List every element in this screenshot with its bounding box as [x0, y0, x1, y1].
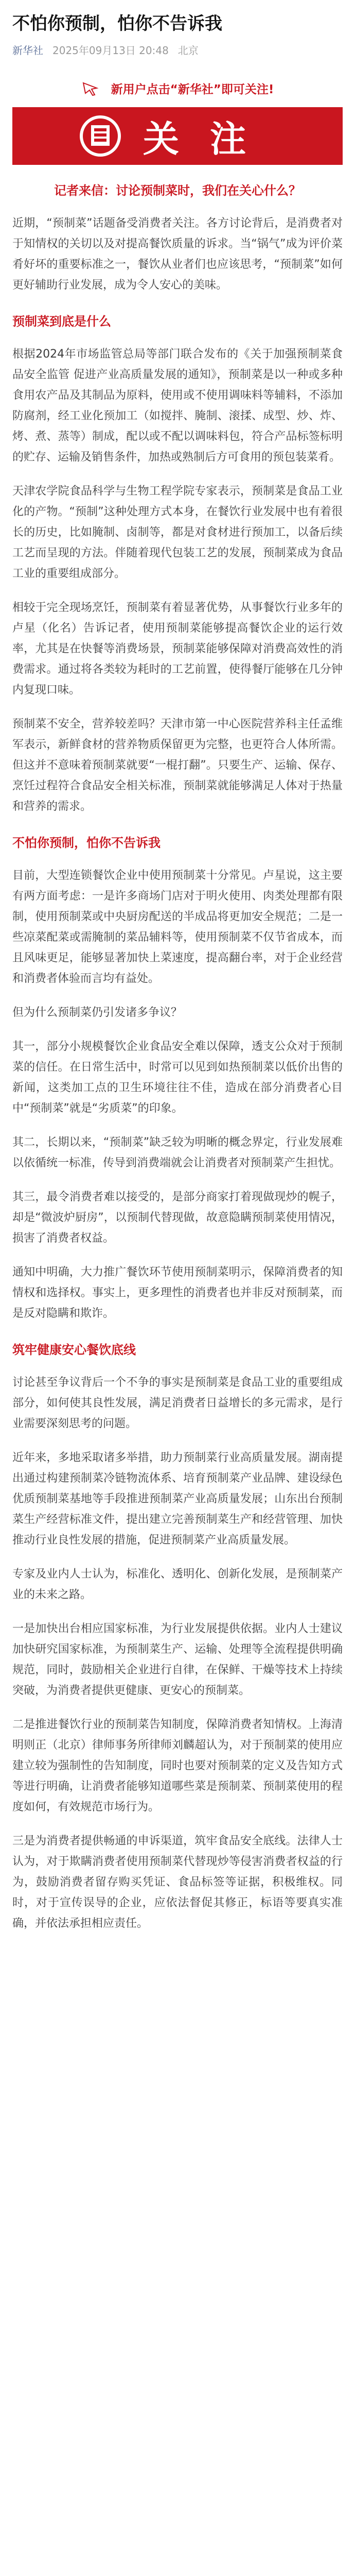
section-heading: 筑牢健康安心餐饮底线	[12, 1343, 136, 1357]
article-paragraph: 其二，长期以来，“预制菜”缺乏较为明晰的概念界定，行业发展难以依循统一标准，传导到消费端就会让消费者对预制菜产生担忧。	[12, 1136, 343, 1170]
article-paragraph: 但为什么预制菜仍引发诸多争议？	[12, 1006, 183, 1019]
article-paragraph: 二是推进餐饮行业的预制菜告知制度，保障消费者知情权。上海清明则正（北京）律师事务所律师刘麟超认为，对于预制菜的使用应建立较为强制性的告知制度，同时也要对预制菜的定义及告知方式等进行明确，让消费者能够知道哪些菜是预制菜、预制菜使用的程度如何，有效规范市场行为。	[12, 1718, 343, 1814]
article-paragraph: 目前，大型连锁餐饮企业中使用预制菜十分常见。卢星说，这主要有两方面考虑：一是许多商场门店对于明火使用、肉类处理都有限制，使用预制菜或中央厨房配送的半成品将更加安全规范；二是一些凉菜配菜或需腌制的菜品辅料等，使用预制菜不仅节省成本，而且风味更足，能够显著加快上菜速度，提高翻台率，对于企业经营和消费者体验而言均有益处。	[12, 869, 343, 985]
article-body	[12, 181, 343, 1934]
follow-tip-text: 新用户点击“新华社”即可关注!	[111, 83, 274, 96]
article-title: 不怕你预制，怕你不告诉我	[12, 13, 222, 34]
cursor-arrow-icon	[81, 81, 104, 96]
article-paragraph: 专家及业内人士认为，标准化、透明化、创新化发展，是预制菜产业的未来之路。	[12, 1568, 343, 1601]
section-heading: 记者来信：讨论预制菜时，我们在关心什么？	[54, 183, 301, 198]
article-paragraph: 天津农学院食品科学与生物工程学院专家表示，预制菜是食品工业化的产物。“预制”这种处理方式本身，在餐饮行业发展中也有着很长的历史，比如腌制、卤制等，都是对食材进行预加工，以备后续工艺而呈现的方法。伴随着现代包装工艺的发展，预制菜成为食品工业的重要组成部分。	[12, 485, 343, 580]
article-paragraph: 相较于完全现场烹饪，预制菜有着显著优势，从事餐饮行业多年的卢星（化名）告诉记者，使用预制菜能够提高餐饮企业的运行效率，尤其是在快餐等消费场景，预制菜能够保障对消费高效性的消费需求。通过将各类较为耗时的工艺前置，使得餐厅能够在几分钟内复现口味。	[12, 601, 343, 697]
article-meta	[12, 42, 343, 57]
source-link[interactable]: 新华社	[12, 44, 43, 57]
article-paragraph: 通知中明确，大力推广餐饮环节使用预制菜明示，保障消费者的知情权和选择权。事实上，更多理性的消费者也并非反对预制菜，而是反对隐瞒和欺诈。	[12, 1266, 343, 1320]
article-paragraph: 近年来，多地采取诸多举措，助力预制菜行业高质量发展。湖南提出通过构建预制菜冷链物流体系、培育预制菜产业品牌、建设绿色优质预制菜基地等手段推进预制菜产业高质量发展；山东出台预制菜生产经营标准文件，提出建立完善预制菜生产和经营管理、加快推动行业良性发展的措施，促进预制菜产业高质量发展。	[12, 1451, 343, 1547]
article-paragraph: 讨论甚至争议背后一个不争的事实是预制菜是食品工业的重要组成部分，如何使其良性发展，满足消费者日益增长的多元需求，是行业需要深刻思考的问题。	[12, 1376, 343, 1430]
section-heading: 预制菜到底是什么	[12, 314, 111, 329]
article-paragraph: 其一，部分小规模餐饮企业食品安全难以保障，透支公众对于预制菜的信任。在日常生活中，时常可以见到如热预制菜以低价出售的新闻，这类加工点的卫生环境往往不佳，造成在部分消费者心目中“预制菜”就是“劣质菜”的印象。	[12, 1040, 343, 1115]
article-paragraph: 预制菜不安全，营养较差吗？天津市第一中心医院营养科主任孟维军表示，新鲜食材的营养物质保留更为完整，也更符合人体所需。但这并不意味着预制菜就要“一棍打翻”。只要生产、运输、保存、烹饪过程符合食品安全相关标准，预制菜就能够满足人体对于热量和营养的需求。	[12, 718, 343, 813]
xinhua-logo-icon	[78, 114, 122, 158]
follow-tip[interactable]	[12, 80, 343, 97]
article-paragraph: 根据2024年市场监管总局等部门联合发布的《关于加强预制菜食品安全监管 促进产业高质量发展的通知》，预制菜是以一种或多种食用农产品及其制品为原料，使用或不使用调味料等辅料，不添加防腐剂，经工业化预加工（如搅拌、腌制、滚揉、成型、炒、炸、烤、煮、蒸等）制成，配以或不配以调味料包，符合产品标签标明的贮存、运输及销售条件，加热或熟制后方可食用的预包装菜肴。	[12, 348, 343, 464]
article-paragraph: 一是加快出台相应国家标准，为行业发展提供依据。业内人士建议加快研究国家标准，为预制菜生产、运输、处理等全流程提供明确规范，同时，鼓励相关企业进行自律，在保鲜、干燥等技术上持续突破，为消费者提供更健康、更安心的预制菜。	[12, 1622, 343, 1697]
follow-banner[interactable]	[12, 107, 343, 165]
article-paragraph: 三是为消费者提供畅通的申诉渠道，筑牢食品安全底线。法律人士认为，对于欺瞒消费者使用预制菜代替现炒等侵害消费者权益的行为，鼓励消费者留存购买凭证、食品标签等证据，积极维权。同时，对于宣传误导的企业，应依法督促其修正，标语等要真实准确，并依法承担相应责任。	[12, 1835, 343, 1930]
banner-title: 关注	[143, 117, 277, 160]
publish-location: 北京	[177, 44, 199, 57]
article-paragraph: 近期，“预制菜”话题备受消费者关注。各方讨论背后，是消费者对于知情权的关切以及对提高餐饮质量的诉求。当“锅气”成为评价菜肴好坏的重要标准之一，餐饮从业者们也应该思考，“预制菜”如何更好辅助行业发展，成为令人安心的美味。	[12, 217, 343, 292]
publish-datetime: 2025年09月13日 20:48	[52, 44, 169, 57]
article-paragraph: 其三，最令消费者难以接受的，是部分商家打着现做现炒的幌子，却是“微波炉厨房”，以预制代替现做，故意隐瞒预制菜使用情况，损害了消费者权益。	[12, 1191, 343, 1245]
section-heading: 不怕你预制，怕你不告诉我	[12, 836, 161, 850]
